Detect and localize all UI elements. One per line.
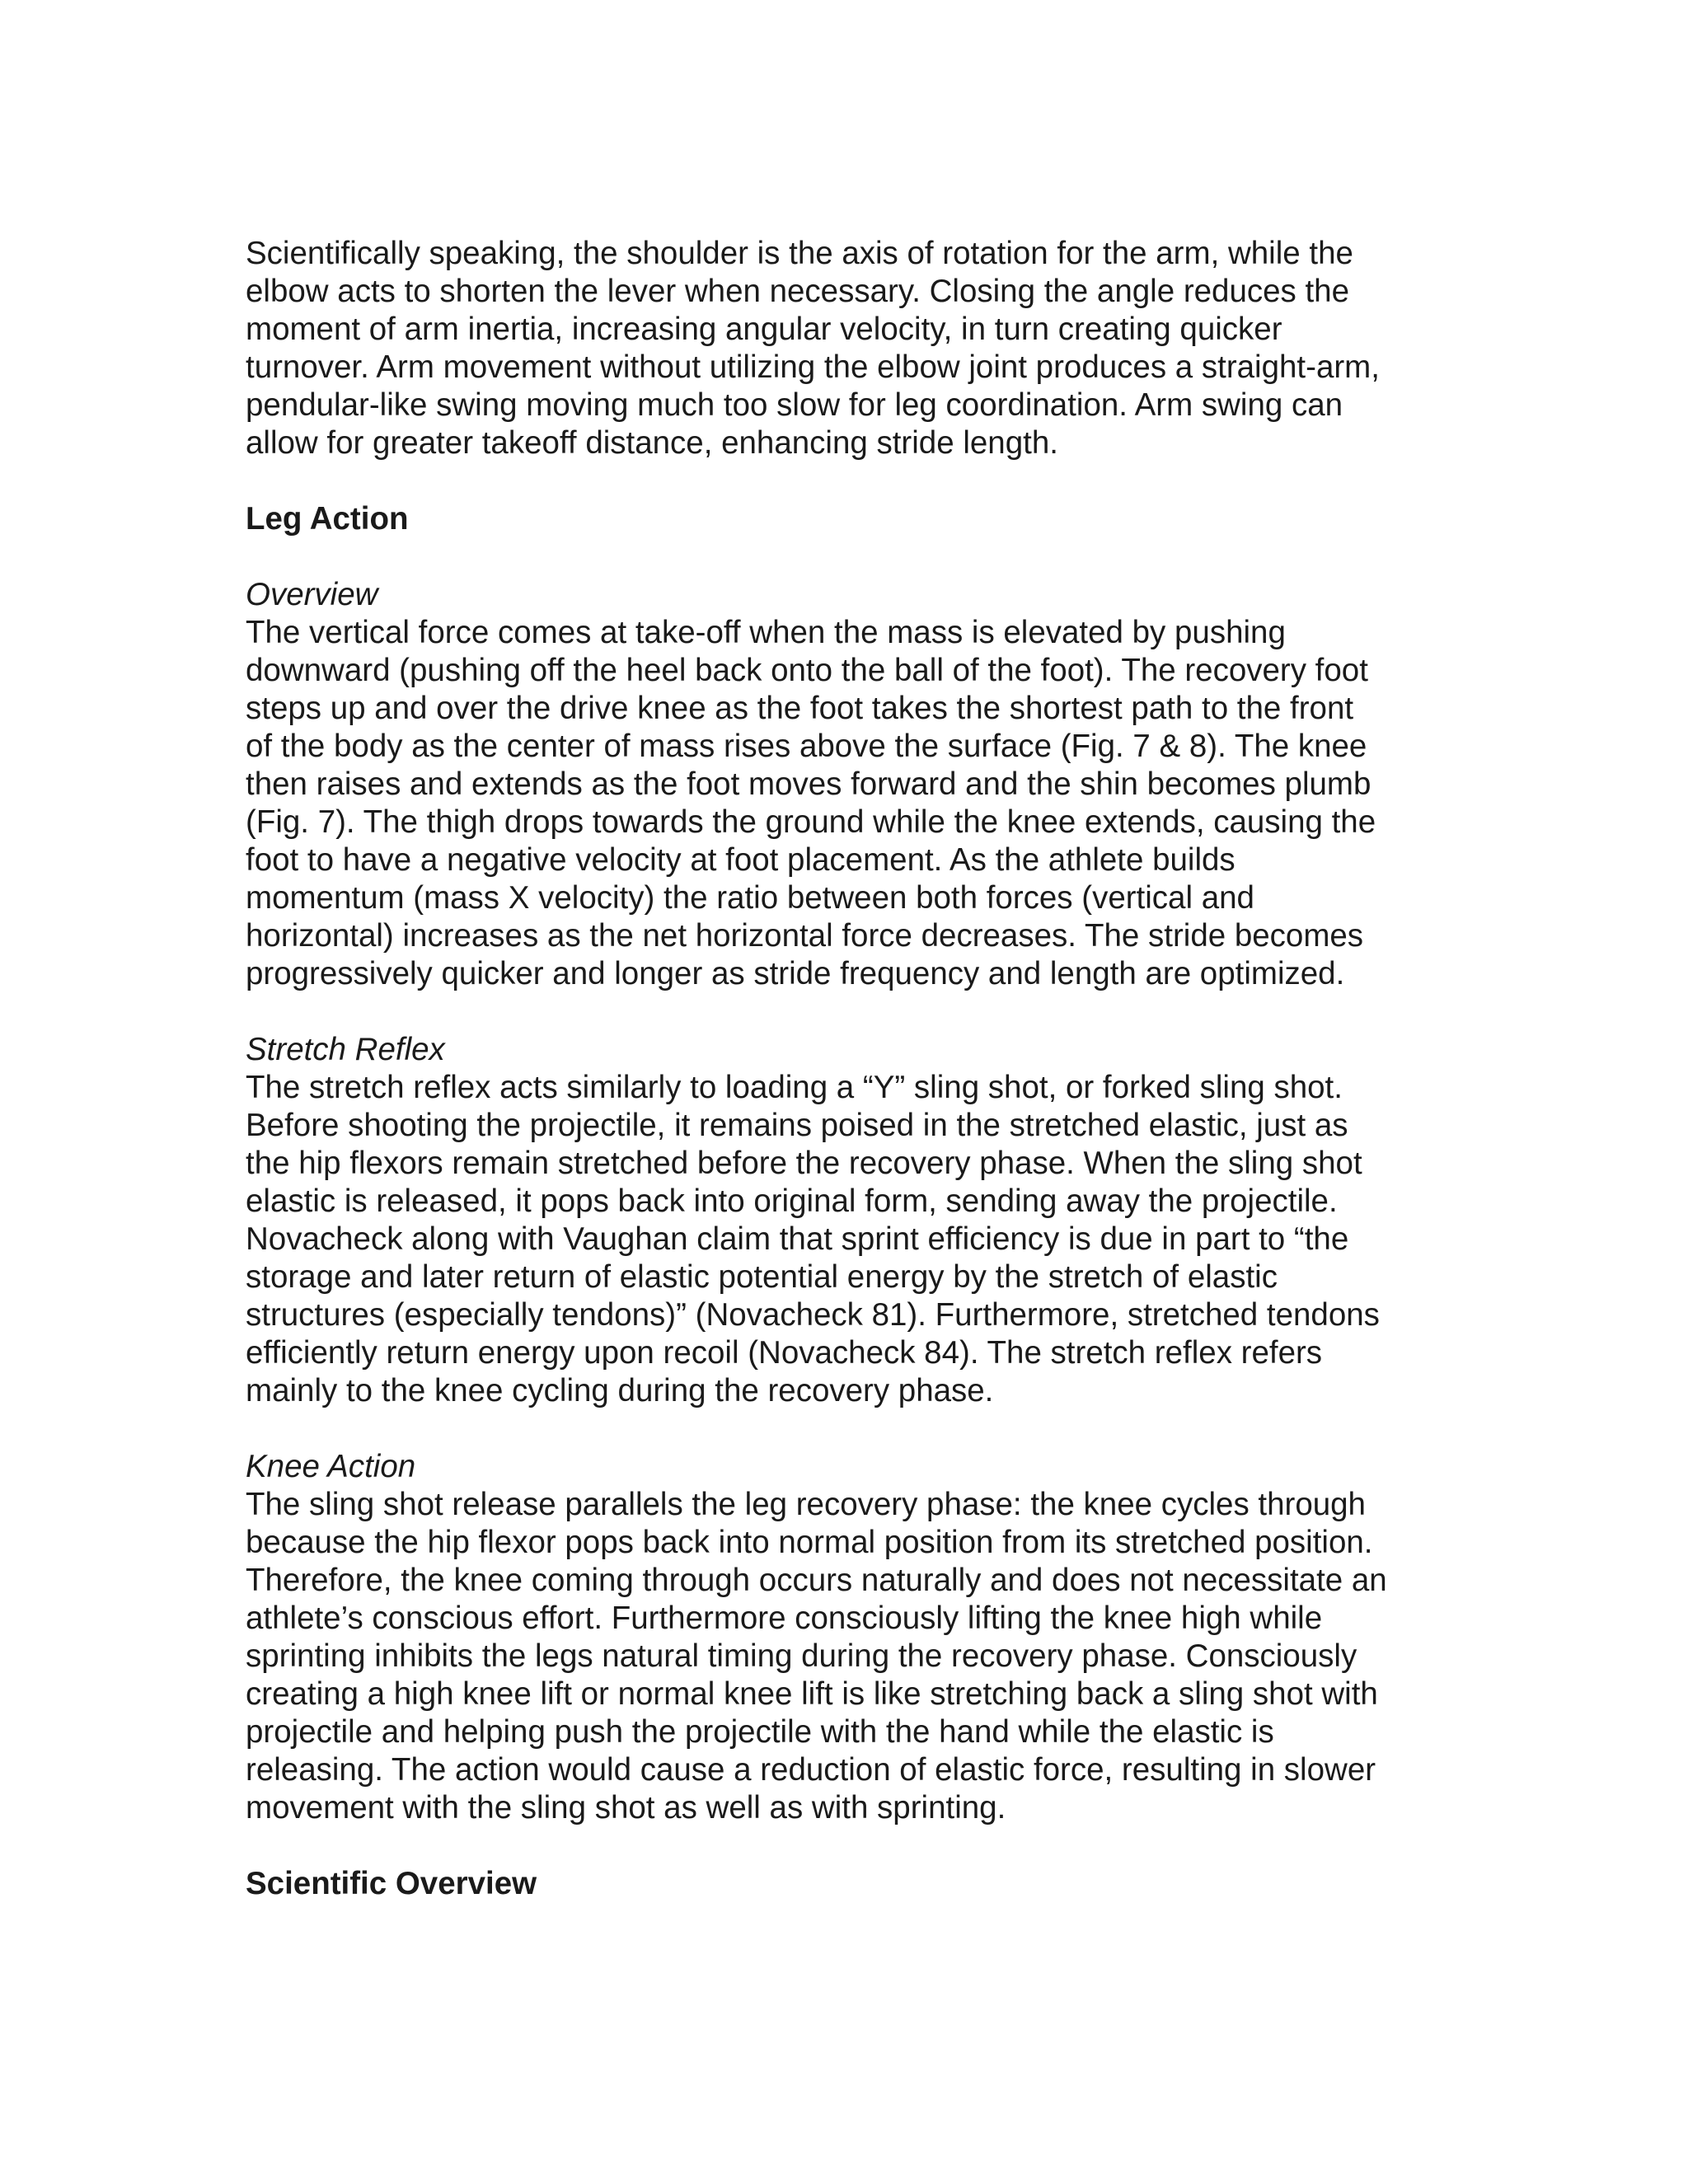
- text-line: Before shooting the projectile, it remains poised in the stretched elastic, just as: [246, 1108, 1348, 1143]
- text-line: because the hip flexor pops back into normal position from its stretched position.: [246, 1525, 1373, 1560]
- text-line: releasing. The action would cause a reduction of elastic force, resulting in slower: [246, 1752, 1376, 1788]
- paragraph-stretch-reflex: [246, 1069, 1449, 1410]
- paragraph-spacer: [246, 993, 1449, 1031]
- text-line: elastic is released, it pops back into original form, sending away the projectile.: [246, 1183, 1338, 1219]
- text-line: then raises and extends as the foot moves forward and the shin becomes plumb: [246, 766, 1372, 802]
- text-line: steps up and over the drive knee as the foot takes the shortest path to the front: [246, 691, 1354, 726]
- text-line: athlete’s conscious effort. Furthermore consciously lifting the knee high while: [246, 1601, 1323, 1636]
- text-line: The sling shot release parallels the leg recovery phase: the knee cycles through: [246, 1487, 1366, 1522]
- text-line: sprinting inhibits the legs natural timing during the recovery phase. Consciously: [246, 1638, 1357, 1674]
- text-line: elbow acts to shorten the lever when necessary. Closing the angle reduces the: [246, 274, 1350, 309]
- text-line: allow for greater takeoff distance, enhancing stride length.: [246, 425, 1058, 461]
- text-line: structures (especially tendons)” (Novacheck 81). Furthermore, stretched tendons: [246, 1297, 1380, 1333]
- text-line: moment of arm inertia, increasing angular velocity, in turn creating quicker: [246, 312, 1282, 347]
- text-line: turnover. Arm movement without utilizing the elbow joint produces a straight-arm,: [246, 349, 1380, 385]
- text-line: pendular-like swing moving much too slow for leg coordination. Arm swing can: [246, 387, 1343, 423]
- text-line: momentum (mass X velocity) the ratio between both forces (vertical and: [246, 880, 1254, 916]
- text-line: foot to have a negative velocity at foot placement. As the athlete builds: [246, 842, 1236, 878]
- text-line: The stretch reflex acts similarly to loading a “Y” sling shot, or forked sling shot.: [246, 1070, 1343, 1105]
- paragraph-arm-mechanics: [246, 235, 1449, 462]
- text-line: progressively quicker and longer as stride frequency and length are optimized.: [246, 956, 1345, 991]
- section-heading-scientific-overview: Scientific Overview: [246, 1866, 537, 1901]
- paragraph-overview: [246, 614, 1449, 993]
- subheading-stretch-reflex: Stretch Reflex: [246, 1032, 445, 1067]
- subheading-overview: Overview: [246, 577, 378, 612]
- text-line: horizontal) increases as the net horizontal force decreases. The stride becomes: [246, 918, 1364, 954]
- text-line: creating a high knee lift or normal knee lift is like stretching back a sling shot with: [246, 1676, 1378, 1712]
- text-line: the hip flexors remain stretched before the recovery phase. When the sling shot: [246, 1146, 1362, 1181]
- text-line: Therefore, the knee coming through occurs naturally and does not necessitate an: [246, 1563, 1387, 1598]
- paragraph-spacer: [246, 462, 1449, 500]
- text-line: Novacheck along with Vaughan claim that sprint efficiency is due in part to “the: [246, 1221, 1349, 1257]
- text-line: The vertical force comes at take-off when the mass is elevated by pushing: [246, 615, 1286, 650]
- text-line: of the body as the center of mass rises above the surface (Fig. 7 & 8). The knee: [246, 729, 1367, 764]
- subheading-knee-action: Knee Action: [246, 1449, 416, 1484]
- paragraph-knee-action: [246, 1486, 1449, 1827]
- text-line: Scientifically speaking, the shoulder is the axis of rotation for the arm, while the: [246, 236, 1353, 271]
- paragraph-spacer: [246, 538, 1449, 576]
- text-line: downward (pushing off the heel back onto the ball of the foot). The recovery foot: [246, 653, 1368, 688]
- text-line: mainly to the knee cycling during the recovery phase.: [246, 1373, 994, 1408]
- text-line: (Fig. 7). The thigh drops towards the ground while the knee extends, causing the: [246, 804, 1376, 840]
- paragraph-spacer: [246, 1827, 1449, 1865]
- text-line: storage and later return of elastic potential energy by the stretch of elastic: [246, 1259, 1278, 1295]
- text-line: movement with the sling shot as well as with sprinting.: [246, 1790, 1006, 1825]
- paragraph-spacer: [246, 1410, 1449, 1448]
- text-line: efficiently return energy upon recoil (Novacheck 84). The stretch reflex refers: [246, 1335, 1323, 1371]
- section-heading-leg-action: Leg Action: [246, 501, 409, 537]
- text-line: projectile and helping push the projectile with the hand while the elastic is: [246, 1714, 1274, 1750]
- document-page: [246, 235, 1449, 1903]
